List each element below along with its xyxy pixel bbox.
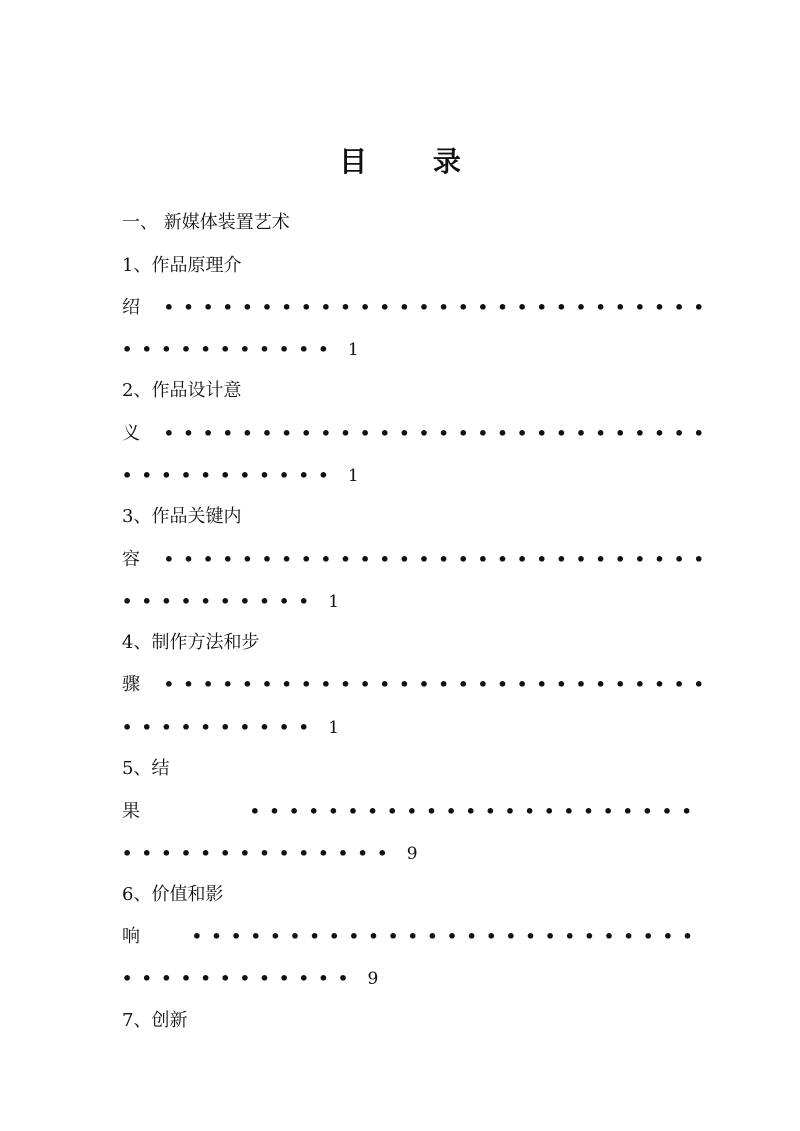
- toc-entry-5-heading[interactable]: 5、结: [122, 758, 170, 779]
- toc-entry-2-page-number[interactable]: 1: [347, 466, 359, 486]
- toc-entry-6-dots-2: ••••••••••••: [122, 969, 358, 988]
- toc-entry-5-leader-line1: [122, 800, 701, 824]
- toc-entry-5-leader-line2: [122, 842, 418, 866]
- toc-entry-5-page-number[interactable]: 9: [406, 844, 418, 864]
- toc-entry-2-leader-line1: [122, 422, 713, 446]
- toc-entry-6-tail-char: 响: [122, 926, 140, 947]
- toc-entry-4-leader-line1: [122, 673, 713, 697]
- toc-entry-1-dots-2: •••••••••••: [122, 340, 338, 359]
- toc-entry-1-leader-line1: [122, 296, 713, 320]
- toc-entry-1-leader-line2: [122, 338, 359, 362]
- toc-entry-3-leader-line1: [122, 548, 713, 572]
- toc-section-heading: 一、 新媒体装置艺术: [122, 212, 290, 233]
- toc-entry-3-leader-line2: [122, 590, 339, 614]
- toc-entry-6-leader-line1: [122, 925, 702, 949]
- toc-entry-1-dots-1: ••••••••••••••••••••••••••••: [163, 298, 714, 317]
- toc-entry-4-leader-line2: [122, 716, 339, 740]
- toc-entry-4-heading[interactable]: 4、制作方法和步: [122, 632, 260, 653]
- toc-entry-3-heading[interactable]: 3、作品关键内: [122, 506, 242, 527]
- toc-entry-2-heading[interactable]: 2、作品设计意: [122, 380, 242, 401]
- toc-entry-3-dots-2: ••••••••••: [122, 592, 319, 611]
- toc-entry-5-tail-char: 果: [122, 801, 140, 822]
- toc-entry-4-dots-1: ••••••••••••••••••••••••••••: [163, 675, 714, 694]
- toc-entry-2-tail-char: 义: [122, 423, 140, 444]
- toc-entry-1-page-number[interactable]: 1: [347, 340, 359, 360]
- toc-entry-2-dots-1: ••••••••••••••••••••••••••••: [163, 424, 714, 443]
- toc-entry-4-tail-char: 骤: [122, 674, 140, 695]
- toc-entry-7-heading[interactable]: 7、创新: [122, 1010, 188, 1031]
- page-title: 目 录: [339, 145, 489, 178]
- toc-entry-4-dots-2: ••••••••••: [122, 718, 319, 737]
- toc-entry-4-page-number[interactable]: 1: [328, 718, 340, 738]
- toc-entry-6-leader-line2: [122, 967, 378, 991]
- toc-entry-1-heading[interactable]: 1、作品原理介: [122, 255, 242, 276]
- toc-entry-3-page-number[interactable]: 1: [328, 592, 340, 612]
- toc-entry-2-dots-2: •••••••••••: [122, 466, 338, 485]
- toc-entry-6-page-number[interactable]: 9: [367, 969, 379, 989]
- toc-entry-1-tail-char: 绍: [122, 297, 140, 318]
- toc-entry-3-dots-1: ••••••••••••••••••••••••••••: [163, 550, 714, 569]
- toc-entry-5-dots-1: •••••••••••••••••••••••: [249, 802, 702, 821]
- toc-entry-6-heading[interactable]: 6、价值和影: [122, 884, 224, 905]
- toc-entry-2-leader-line2: [122, 464, 359, 488]
- toc-entry-3-tail-char: 容: [122, 549, 140, 570]
- toc-entry-6-dots-1: ••••••••••••••••••••••••••: [191, 927, 703, 946]
- toc-entry-5-dots-2: ••••••••••••••: [122, 844, 397, 863]
